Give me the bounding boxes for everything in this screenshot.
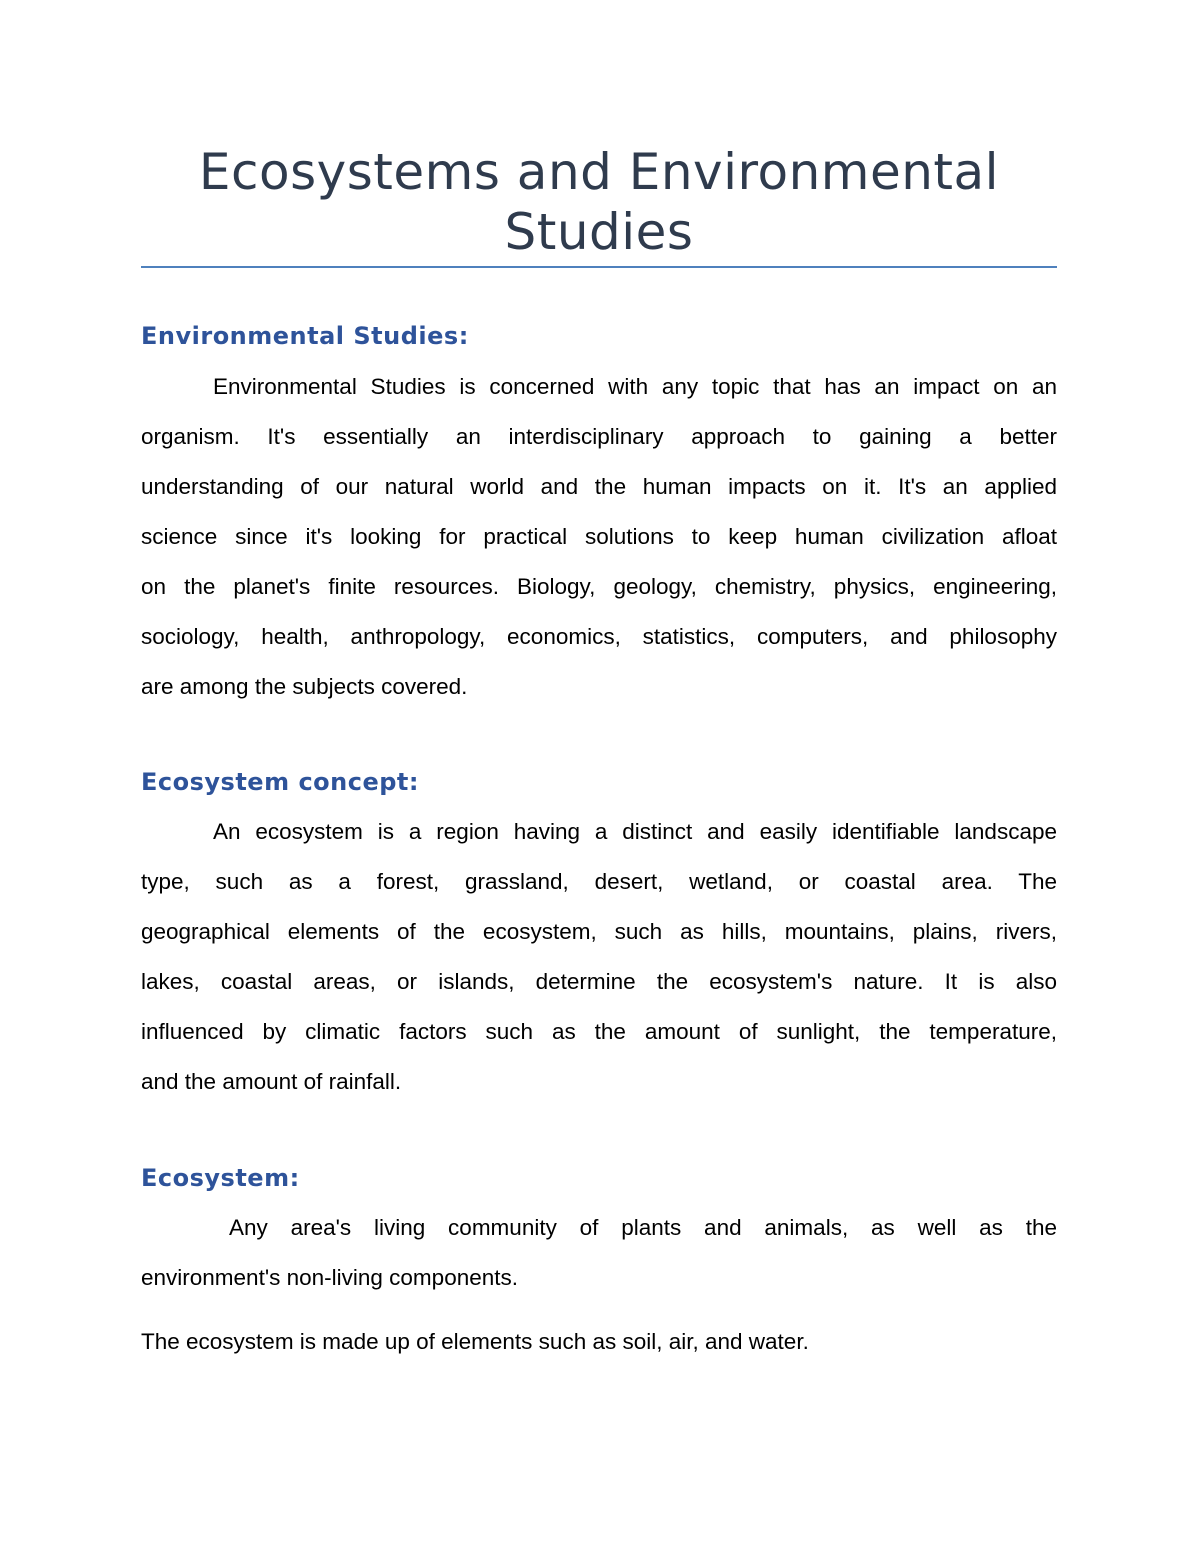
paragraph-line: and the amount of rainfall. bbox=[141, 1069, 402, 1094]
paragraph bbox=[141, 1203, 1057, 1303]
paragraph-line: type, such as a forest, grassland, desert, wetland, or coastal area. The bbox=[141, 869, 1057, 894]
section-heading: Ecosystem: bbox=[141, 1164, 300, 1192]
title-line: Studies bbox=[504, 203, 694, 261]
paragraph bbox=[141, 1317, 1057, 1367]
paragraph-line: sociology, health, anthropology, economics, statistics, computers, and philosophy bbox=[141, 624, 1057, 649]
title-divider bbox=[141, 266, 1057, 268]
document-title bbox=[141, 142, 1057, 262]
paragraph-line: on the planet's finite resources. Biology, geology, chemistry, physics, engineering, bbox=[141, 574, 1057, 599]
paragraph-line: organism. It's essentially an interdisciplinary approach to gaining a better bbox=[141, 424, 1057, 449]
paragraph-line: Environmental Studies is concerned with any topic that has an impact on an bbox=[213, 374, 1057, 399]
paragraph-line: geographical elements of the ecosystem, such as hills, mountains, plains, rivers, bbox=[141, 919, 1057, 944]
paragraph-line: environment's non-living components. bbox=[141, 1265, 518, 1290]
paragraph-line: The ecosystem is made up of elements such as soil, air, and water. bbox=[141, 1329, 809, 1354]
paragraph bbox=[141, 807, 1057, 1107]
title-line: Ecosystems and Environmental bbox=[198, 143, 1000, 201]
paragraph-line: An ecosystem is a region having a distinct and easily identifiable landscape bbox=[213, 819, 1057, 844]
section-heading: Ecosystem concept: bbox=[141, 768, 419, 796]
paragraph bbox=[141, 362, 1057, 712]
paragraph-line: influenced by climatic factors such as the amount of sunlight, the temperature, bbox=[141, 1019, 1057, 1044]
paragraph-line: science since it's looking for practical solutions to keep human civilization afloat bbox=[141, 524, 1057, 549]
section-heading: Environmental Studies: bbox=[141, 322, 469, 350]
paragraph-line: are among the subjects covered. bbox=[141, 674, 468, 699]
document-page bbox=[141, 142, 1057, 1367]
paragraph-line: understanding of our natural world and the human impacts on it. It's an applied bbox=[141, 474, 1057, 499]
paragraph-line: lakes, coastal areas, or islands, determine the ecosystem's nature. It is also bbox=[141, 969, 1057, 994]
paragraph-line: Any area's living community of plants and animals, as well as the bbox=[229, 1215, 1057, 1240]
